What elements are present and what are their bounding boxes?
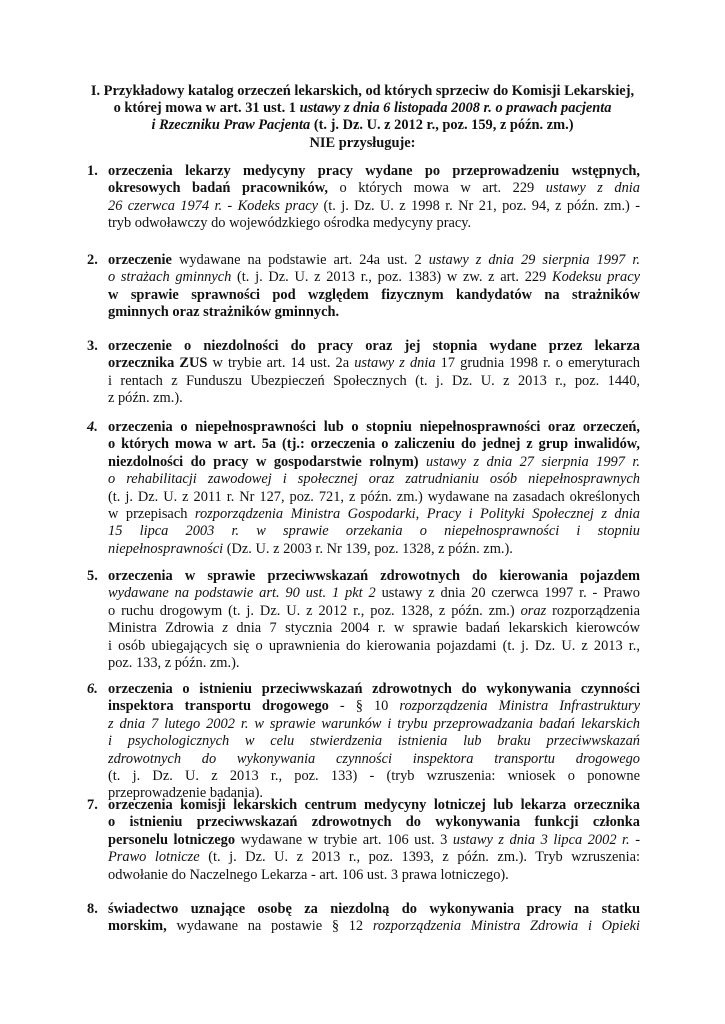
list-item-6: 6. orzeczenia o istnieniu przeciwwskazań zdrowotnych do wykonywania czynności inspektora transportu drogowego - § 10 rozporządzenia Ministra Infrastruktury z dnia 7 lutego 2002 r. w sprawie warunków i trybu przeprowadzania badań lekarskich i psychologicznych w celu stwierdzenia istnienia lub braku przeciwwskazań zdrowotnych do wykonywania czynności inspektora transportu drogowego (t. j. Dz. U. z 2013 r., poz. 133) - (tryb wzruszenia: wniosek o ponowne przeprowadzenie badania). <box>87 681 641 802</box>
item-number: 1. <box>87 163 98 179</box>
item-number: 7. <box>87 797 98 813</box>
heading-line-1: I. Przykładowy katalog orzeczeń lekarskich, od których sprzeciw do Komisji Lekarskiej, <box>90 83 635 99</box>
heading-line-4: NIE przysługuje: <box>309 134 416 151</box>
list-item-1: 1. orzeczenia lekarzy medycyny pracy wydane po przeprowadzeniu wstępnych, okresowych badań pracowników, o których mowa w art. 229 ustawy z dnia 26 czerwca 1974 r. - Kodeks pracy (t. j. Dz. U. z 1998 r. Nr 21, poz. 94, z późn. zm.) - tryb odwoławczy do wojewódzkiego ośrodka medycyny pracy. <box>87 163 641 232</box>
item-number: 2. <box>87 252 98 268</box>
item-number: 5. <box>87 568 98 584</box>
list-item-2: 2. orzeczenie wydawane na podstawie art. 24a ust. 2 ustawy z dnia 29 sierpnia 1997 r. o strażach gminnych (t. j. Dz. U. z 2013 r., poz. 1383) w zw. z art. 229 Kodeksu pracy w sprawie sprawności pod względem fizycznym kandydatów na strażników gminnych oraz strażników gminnych. <box>87 252 640 321</box>
list-item-8: 8. świadectwo uznające osobę za niezdolną do wykonywania pracy na statku morskim, wydawane na postawie § 12 rozporządzenia Ministra Zdrowia i Opieki <box>87 901 640 935</box>
item-number: 6. <box>87 681 98 697</box>
document-heading <box>60 83 665 152</box>
heading-line-3: i Rzeczniku Praw Pacjenta (t. j. Dz. U. z 2012 r., poz. 159, z późn. zm.) <box>151 117 574 134</box>
item-number: 8. <box>87 901 98 917</box>
item-number: 4. <box>87 419 98 435</box>
item-number: 3. <box>87 338 98 354</box>
list-item-5: 5. orzeczenia w sprawie przeciwwskazań zdrowotnych do kierowania pojazdem wydawane na podstawie art. 90 ust. 1 pkt 2 ustawy z dnia 20 czerwca 1997 r. - Prawo o ruchu drogowym (t. j. Dz. U. z 2012 r., poz. 1328, z późn. zm.) oraz rozporządzenia Ministra Zdrowia z dnia 7 stycznia 2004 r. w sprawie badań lekarskich kierowców i osób ubiegających się o uprawnienia do kierowania pojazdami (t. j. Dz. U. z 2013 r., poz. 133, z późn. zm.). <box>87 568 641 671</box>
heading-line-2: o której mowa w art. 31 ust. 1 ustawy z dnia 6 listopada 2008 r. o prawach pacjenta <box>113 100 612 117</box>
list-item-7: 7. orzeczenia komisji lekarskich centrum medycyny lotniczej lub lekarza orzecznika o istnieniu przeciwwskazań zdrowotnych do wykonywania funkcji członka personelu lotniczego wydawane w trybie art. 106 ust. 3 ustawy z dnia 3 lipca 2002 r. - Prawo lotnicze (t. j. Dz. U. z 2013 r., poz. 1393, z późn. zm.). Tryb wzruszenia: odwołanie do Naczelnego Lekarza - art. 106 ust. 3 prawa lotniczego). <box>87 797 640 883</box>
list-item-4: 4. orzeczenia o niepełnosprawności lub o stopniu niepełnosprawności oraz orzeczeń, o których mowa w art. 5a (tj.: orzeczenia o zaliczeniu do jednej z grup inwalidów, niezdolności do pracy w gospodarstwie rolnym) ustawy z dnia 27 sierpnia 1997 r. o rehabilitacji zawodowej i społecznej oraz zatrudnianiu osób niepełnosprawnych (t. j. Dz. U. z 2011 r. Nr 127, poz. 721, z późn. zm.) wydawane na zasadach określonych w przepisach rozporządzenia Ministra Gospodarki, Pracy i Polityki Społecznej z dnia 15 lipca 2003 r. w sprawie orzekania o niepełnosprawności i stopniu niepełnosprawności (Dz. U. z 2003 r. Nr 139, poz. 1328, z późn. zm.). <box>87 419 640 557</box>
list-item-3: 3. orzeczenie o niezdolności do pracy oraz jej stopnia wydane przez lekarza orzecznika ZUS w trybie art. 14 ust. 2a ustawy z dnia 17 grudnia 1998 r. o emeryturach i rentach z Funduszu Ubezpieczeń Społecznych (t. j. Dz. U. z 2013 r., poz. 1440, z późn. zm.). <box>87 338 640 407</box>
